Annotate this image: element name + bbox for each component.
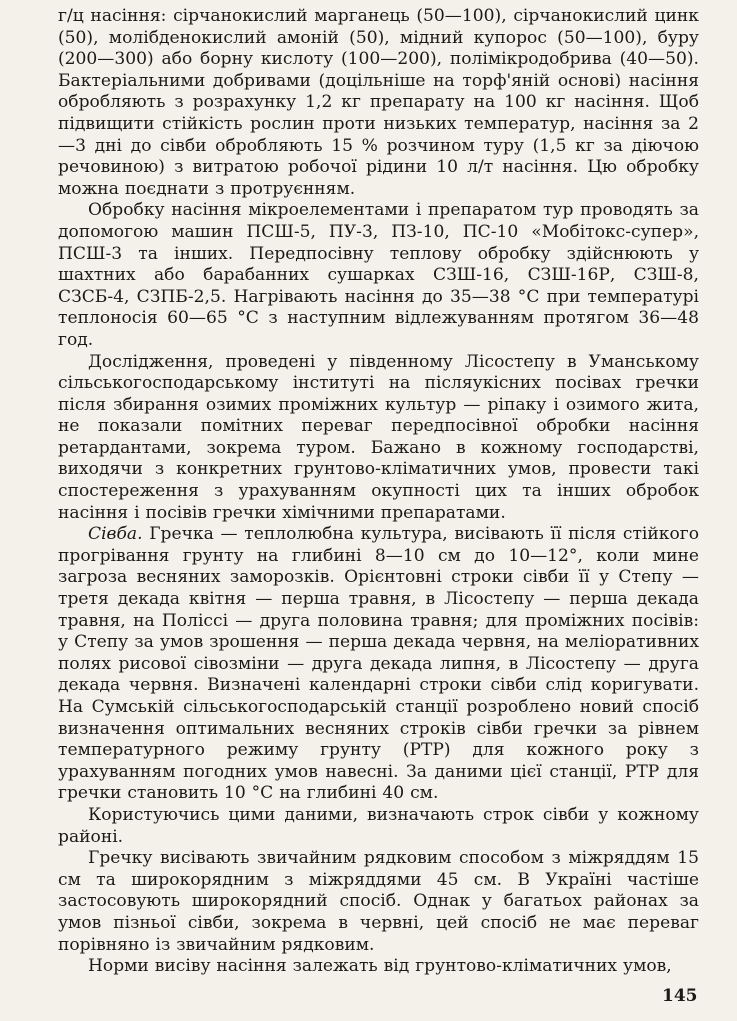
paragraph-row-method: Гречку висівають звичайним рядковим способом з міжряддям 15 см та широкорядним з міжряддями 45 см. В Україні частіше застосовують широкорядний спосіб. Однак у багатьох районах за умов пізньої сівби, зокрема в червні, цей спосіб не має переваг порівняно із звичайним рядковим. [58,848,699,955]
paragraph-treatment-machines: Обробку насіння мікроелементами і препаратом тур проводять за допомогою машин ПСШ-5, ПУ-3, ПЗ-10, ПС-10 «Мобітокс-супер», ПСШ-3 та інших. Передпосівну теплову обробку здійснюють у шахтних або барабанних сушарках СЗШ-16, СЗШ-16Р, СЗШ-8, СЗСБ-4, СЗПБ-2,5. Нагрівають насіння до 35—38 °С при температурі теплоносія 60—65 °С з наступним відлежуванням протягом 36—48 год. [58,200,699,350]
paragraph-using-data: Користуючись цими даними, визначають строк сівби у кожному районі. [58,804,699,847]
paragraph-research: Дослідження, проведені у південному Лісостепу в Уманському сільськогосподарському інституті на післяукісних посівах гречки після збирання озимих проміжних культур — ріпаку і озимого жита, не показали помітних переваг передпосівної обробки насіння ретардантами, зокрема туром. Бажано в кожному господарстві, виходячи з конкретних грунтово-кліматичних умов, провести такі спостереження з урахуванням окупності цих та інших обробок насіння і посівів гречки хімічними препаратами. [58,351,699,523]
section-lead-italic: Сівба. [88,524,143,545]
paragraph-sowing [58,524,699,805]
page-number: 145 [662,986,698,1006]
paragraph-seeding-rates: Норми висіву насіння залежать від грунтово-кліматичних умов, [88,956,672,977]
paragraph-sowing-text: Гречка — теплолюбна культура, висівають її після стійкого прогрівання грунту на глибині 8—10 см до 10—12°, коли мине загроза весняних заморозків. Орієнтовні строки сівби її у Степу — третя декада квітня — перша травня, в Лісостепу — перша декада травня, на Поліссі — друга половина травня; для проміжних посівів: у Степу за умов зрошення — перша декада червня, на меліоративних полях рисової сівозміни — друга декада липня, в Лісостепу — друга декада червня. Визначені календарні строки сівби слід коригувати. На Сумській сільськогосподарській станції розроблено новий спосіб визначення оптимальних весняних строків сівби гречки за рівнем температурного режиму грунту (РТР) для кожного року з урахуванням погодних умов навесні. За даними цієї станції, РТР для гречки становить 10 °С на глибині 40 см. [58,524,699,804]
body-text [58,6,699,978]
paragraph-seed-treatment: г/ц насіння: сірчанокислий марганець (50—100), сірчанокислий цинк (50), молібденокислий амоній (50), мідний купорос (50—100), буру (200—300) або борну кислоту (100—200), полімікродобрива (40—50). Бактеріальними добривами (доцільніше на торф'яній основі) насіння обробляють з розрахунку 1,2 кг препарату на 100 кг насіння. Щоб підвищити стійкість рослин проти низьких температур, насіння за 2—3 дні до сівби обробляють 15 % розчином туру (1,5 кг за діючою речовиною) з витратою робочої рідини 10 л/т насіння. Цю обробку можна поєднати з протруєнням. [58,6,699,199]
